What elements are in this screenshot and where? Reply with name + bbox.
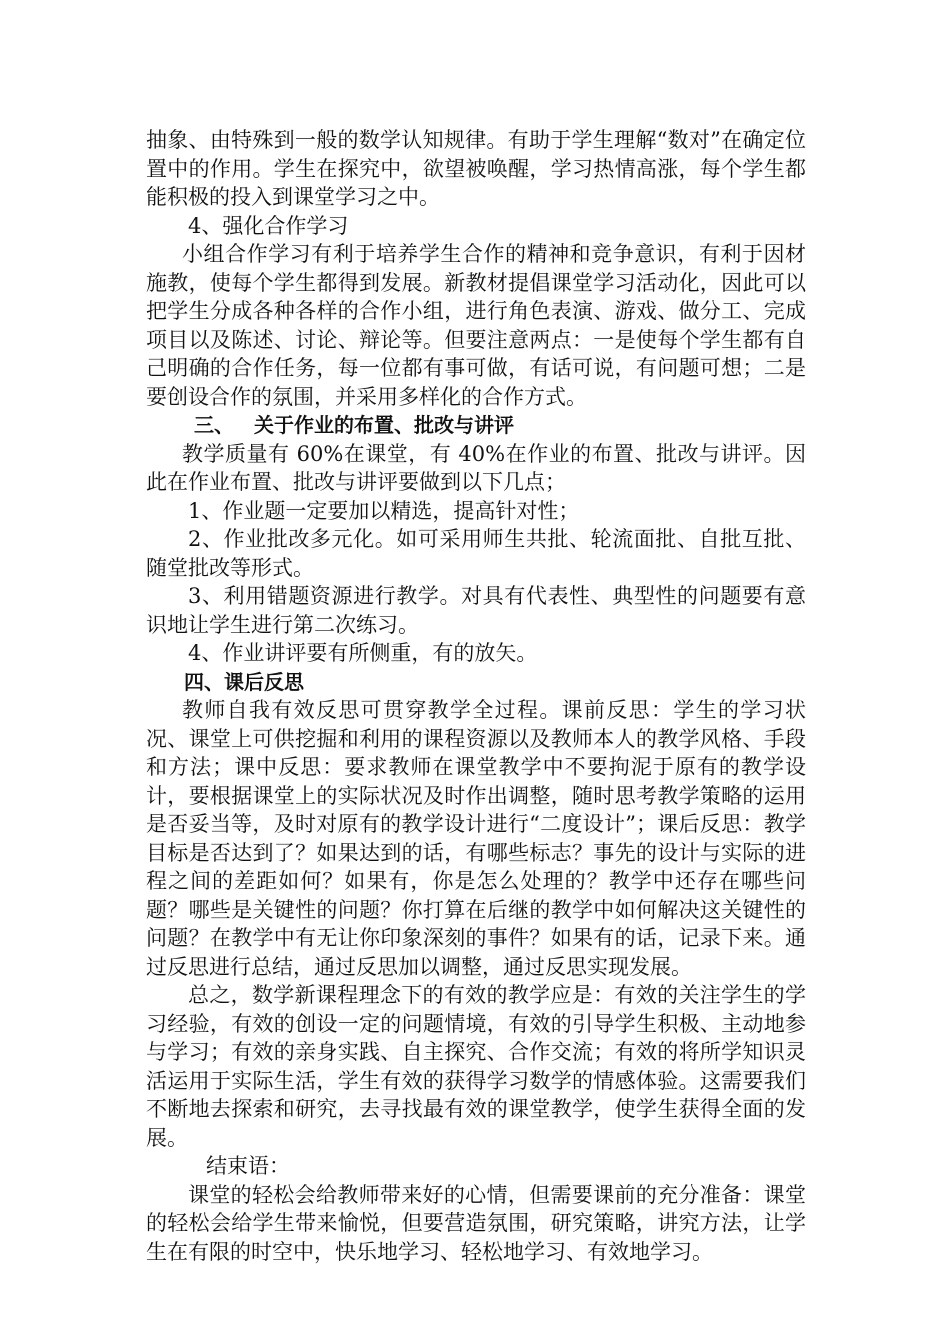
closing-body: 课堂的轻松会给教师带来好的心情，但需要课前的充分准备：课堂的轻松会给学生带来愉悦，但要营造氛围，研究策略，讲究方法，让学生在有限的时空中，快乐地学习、轻松地学习、有效地学习。 — [146, 1182, 806, 1264]
section-3-item-2: 2、作业批改多元化。如可采用师生共批、轮流面批、自批互批、随堂批改等形式。 — [146, 527, 806, 580]
closing-title: 结束语： — [206, 1154, 290, 1178]
section-4-heading: 四、课后反思 — [184, 669, 304, 694]
section-3-title: 关于作业的布置、批改与讲评 — [254, 413, 514, 437]
section-3-number: 三、 — [194, 413, 234, 437]
section-3-item-3: 3、利用错题资源进行教学。对具有代表性、典型性的问题要有意识地让学生进行第二次练习。 — [146, 584, 806, 637]
item-4-title: 4、强化合作学习 — [188, 213, 349, 238]
section-3-intro: 教学质量有 60%在课堂，有 40%在作业的布置、批改与讲评。因此在作业布置、批改与讲评要做到以下几点； — [146, 441, 806, 494]
section-4-body: 教师自我有效反思可贯穿教学全过程。课前反思：学生的学习状况、课堂上可供挖掘和利用的课程资源以及教师本人的教学风格、手段和方法；课中反思：要求教师在课堂教学中不要拘泥于原有的教学设计，要根据课堂上的实际状况及时作出调整，随时思考教学策略的运用是否妥当等，及时对原有的教学设计进行“二度设计”；课后反思：教学目标是否达到了？如果达到的话，有哪些标志？事先的设计与实际的进程之间的差距如何？如果有，你是怎么处理的？教学中还存在哪些问题？哪些是关键性的问题？你打算在后继的教学中如何解决这关键性的问题？在教学中有无让你印象深刻的事件？如果有的话，记录下来。通过反思进行总结，通过反思加以调整，通过反思实现发展。 — [146, 698, 806, 979]
paragraph-continued: 抽象、由特殊到一般的数学认知规律。有助于学生理解“数对”在确定位置中的作用。学生在探究中，欲望被唤醒，学习热情高涨，每个学生都能积极的投入到课堂学习之中。 — [146, 128, 806, 209]
section-3-item-1: 1、作业题一定要加以精选，提高针对性； — [188, 498, 580, 523]
summary-paragraph: 总之，数学新课程理念下的有效的教学应是：有效的关注学生的学习经验，有效的创设一定的问题情境，有效的引导学生积极、主动地参与学习；有效的亲身实践、自主探究、合作交流；有效的将所学知识灵活运用于实际生活，学生有效的获得学习数学的情感体验。这需要我们不断地去探索和研究，去寻找最有效的课堂教学，使学生获得全面的发展。 — [146, 983, 806, 1150]
document-page — [146, 126, 806, 1266]
item-4-body: 小组合作学习有利于培养学生合作的精神和竞争意识，有利于因材施教，使每个学生都得到发展。新教材提倡课堂学习活动化，因此可以把学生分成各种各样的合作小组，进行角色表演、游戏、做分工、完成项目以及陈述、讨论、辩论等。但要注意两点：一是使每个学生都有自己明确的合作任务，每一位都有事可做，有话可说，有问题可想；二是要创设合作的氛围，并采用多样化的合作方式。 — [146, 242, 806, 409]
section-3-heading — [146, 411, 806, 440]
section-3-item-4: 4、作业讲评要有所侧重，有的放矢。 — [188, 641, 538, 665]
